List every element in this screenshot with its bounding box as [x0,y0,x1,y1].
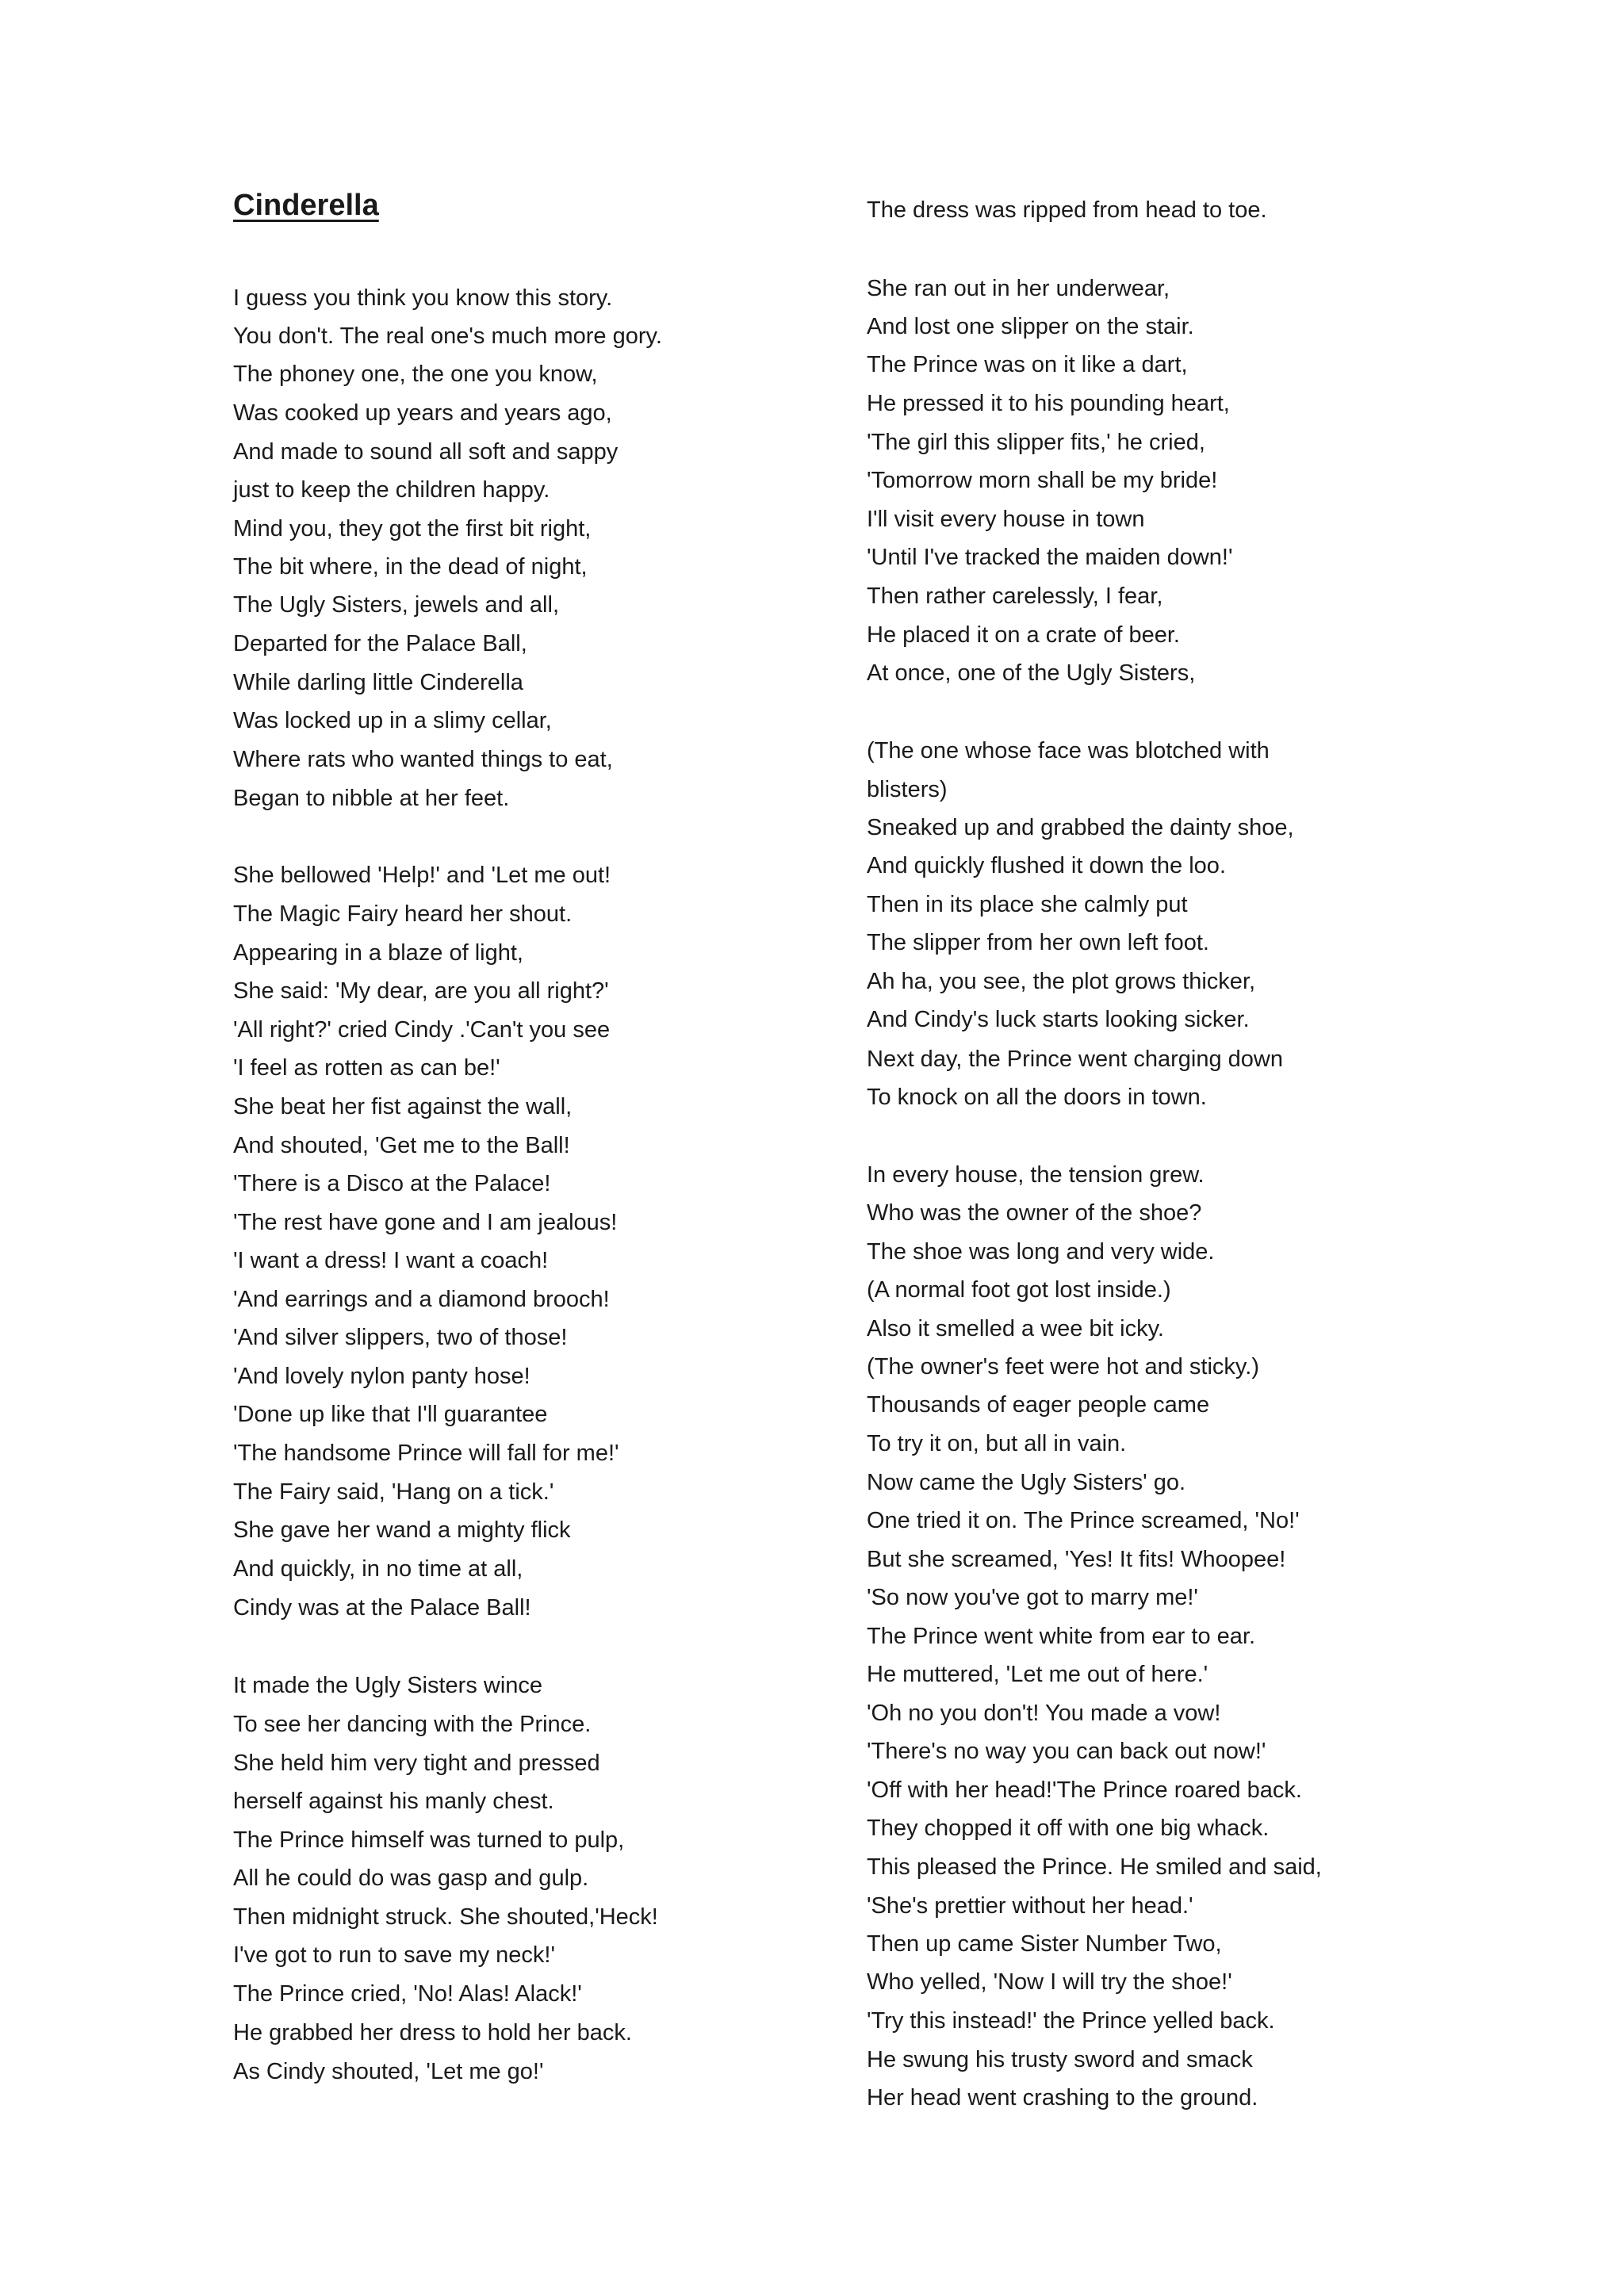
poem-line: 'There is a Disco at the Palace! [233,1171,551,1196]
poem-line: Departed for the Palace Ball, [233,631,527,656]
poem-line: In every house, the tension grew. [867,1162,1205,1188]
poem-line: To knock on all the doors in town. [867,1085,1207,1110]
poem-line: (The owner's feet were hot and sticky.) [867,1354,1259,1380]
poem-line: (A normal foot got lost inside.) [867,1277,1171,1303]
poem-line: Her head went crashing to the ground. [867,2085,1258,2110]
poem-line: She gave her wand a mighty flick [233,1517,571,1543]
poem-line: Then up came Sister Number Two, [867,1931,1222,1957]
poem-line: 'The rest have gone and I am jealous! [233,1210,618,1235]
poem-line: 'Until I've tracked the maiden down!' [867,545,1233,570]
poem-line: Now came the Ugly Sisters' go. [867,1470,1186,1495]
poem-line: 'The handsome Prince will fall for me!' [233,1441,619,1466]
poem-line: The shoe was long and very wide. [867,1239,1215,1265]
poem-line: The slipper from her own left foot. [867,930,1209,955]
poem-line: 'There's no way you can back out now!' [867,1739,1266,1764]
poem-line: I guess you think you know this story. [233,285,613,311]
poem-line: 'So now you've got to marry me!' [867,1585,1198,1610]
poem-line: One tried it on. The Prince screamed, 'No!' [867,1508,1300,1533]
poem-line: She ran out in her underwear, [867,276,1170,301]
page-title: Cinderella [233,189,379,222]
poem-line: At once, one of the Ugly Sisters, [867,660,1196,686]
poem-line: Then in its place she calmly put [867,892,1188,917]
poem-line: He placed it on a crate of beer. [867,622,1180,648]
poem-line: Sneaked up and grabbed the dainty shoe, [867,815,1294,840]
poem-line: 'The girl this slipper fits,' he cried, [867,430,1205,455]
poem-line: 'And earrings and a diamond brooch! [233,1287,610,1312]
poem-line: 'I want a dress! I want a coach! [233,1248,549,1273]
poem-line: The phoney one, the one you know, [233,362,598,387]
poem-line: You don't. The real one's much more gory. [233,323,662,349]
poem-line: Ah ha, you see, the plot grows thicker, [867,969,1256,994]
poem-line: But she screamed, 'Yes! It fits! Whoopee! [867,1547,1286,1572]
poem-line: Mind you, they got the first bit right, [233,516,592,541]
poem-line: And lost one slipper on the stair. [867,314,1194,339]
poem-line: And quickly flushed it down the loo. [867,853,1226,878]
poem-line: Cindy was at the Palace Ball! [233,1595,531,1621]
poem-line: 'Tomorrow morn shall be my bride! [867,468,1218,493]
poem-line: The Prince cried, 'No! Alas! Alack!' [233,1981,582,2007]
poem-line: 'And lovely nylon panty hose! [233,1364,530,1389]
poem-line: It made the Ugly Sisters wince [233,1673,543,1698]
poem-line: And quickly, in no time at all, [233,1556,523,1582]
poem-line: As Cindy shouted, 'Let me go!' [233,2059,544,2084]
poem-line: Thousands of eager people came [867,1392,1210,1418]
poem-line: The Magic Fairy heard her shout. [233,901,573,927]
poem-line: She said: 'My dear, are you all right?' [233,978,609,1004]
poem-line: She beat her fist against the wall, [233,1094,573,1119]
poem-line: I'll visit every house in town [867,507,1145,532]
poem-line: The Prince went white from ear to ear. [867,1624,1255,1649]
poem-line: 'Try this instead!' the Prince yelled back. [867,2008,1275,2034]
poem-line: 'Off with her head!'The Prince roared back. [867,1777,1302,1803]
poem-line: To see her dancing with the Prince. [233,1712,592,1737]
poem-line: 'Done up like that I'll guarantee [233,1402,548,1427]
poem-line: Was locked up in a slimy cellar, [233,708,552,733]
poem-line: Where rats who wanted things to eat, [233,747,613,772]
poem-line: He pressed it to his pounding heart, [867,391,1230,416]
poem-line: And shouted, 'Get me to the Ball! [233,1133,570,1158]
poem-line: They chopped it off with one big whack. [867,1816,1270,1841]
poem-line: Began to nibble at her feet. [233,786,510,811]
poem-line: Next day, the Prince went charging down [867,1047,1283,1072]
poem-line: Then midnight struck. She shouted,'Heck! [233,1904,658,1930]
poem-line: The bit where, in the dead of night, [233,554,588,580]
poem-line: 'Oh no you don't! You made a vow! [867,1701,1221,1726]
poem-line: All he could do was gasp and gulp. [233,1866,589,1891]
poem-line: Also it smelled a wee bit icky. [867,1316,1164,1341]
poem-line: She bellowed 'Help!' and 'Let me out! [233,863,611,888]
poem-line: The Fairy said, 'Hang on a tick.' [233,1479,554,1505]
poem-line: I've got to run to save my neck!' [233,1942,555,1968]
poem-line: While darling little Cinderella [233,670,523,695]
poem-line: The Prince himself was turned to pulp, [233,1827,625,1853]
poem-line: He swung his trusty sword and smack [867,2047,1253,2072]
poem-line: just to keep the children happy. [233,477,550,503]
poem-line: herself against his manly chest. [233,1789,554,1814]
poem-line: 'I feel as rotten as can be!' [233,1055,500,1081]
poem-line: 'All right?' cried Cindy .'Can't you see [233,1017,611,1043]
poem-line: 'And silver slippers, two of those! [233,1325,568,1350]
poem-line: The Prince was on it like a dart, [867,352,1188,377]
poem-line: The Ugly Sisters, jewels and all, [233,592,559,618]
poem-line: The dress was ripped from head to toe. [867,197,1267,223]
poem-line: blisters) [867,777,948,802]
poem-line: Then rather carelessly, I fear, [867,584,1163,609]
poem-line: Appearing in a blaze of light, [233,940,523,966]
poem-line: And Cindy's luck starts looking sicker. [867,1007,1250,1032]
poem-line: (The one whose face was blotched with [867,738,1270,763]
poem-line: Was cooked up years and years ago, [233,400,612,426]
poem-line: And made to sound all soft and sappy [233,439,619,465]
poem-line: This pleased the Prince. He smiled and said, [867,1854,1322,1880]
poem-line: To try it on, but all in vain. [867,1431,1127,1456]
poem-line: He grabbed her dress to hold her back. [233,2020,632,2045]
poem-line: She held him very tight and pressed [233,1751,600,1776]
poem-line: 'She's prettier without her head.' [867,1893,1193,1919]
poem-line: Who yelled, 'Now I will try the shoe!' [867,1969,1232,1995]
poem-line: He muttered, 'Let me out of here.' [867,1662,1208,1687]
poem-line: Who was the owner of the shoe? [867,1200,1202,1226]
